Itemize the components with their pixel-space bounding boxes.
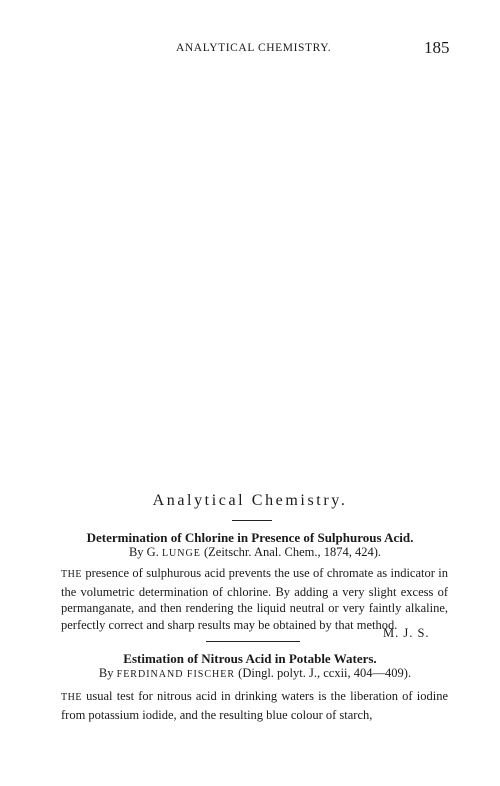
body-start: THE: [61, 692, 82, 703]
byline-prefix: By G.: [128, 545, 162, 559]
article-signature: M. J. S.: [383, 626, 430, 640]
article-byline: [0, 666, 500, 681]
body-start: THE: [61, 569, 82, 580]
byline-prefix: By: [98, 666, 117, 680]
author-name: LUNGE: [161, 548, 201, 559]
running-head: ANALYTICAL CHEMISTRY.: [176, 42, 332, 54]
article-body: [61, 565, 448, 633]
article-body: [61, 688, 448, 723]
article-divider: [206, 641, 300, 642]
section-title: Analytical Chemistry.: [152, 492, 348, 509]
section-divider: [232, 520, 272, 521]
author-name: FERDINAND FISCHER: [116, 669, 236, 680]
body-text: usual test for nitrous acid in drinking waters is the liberation of iodine from potassium iodide, and the resulting blue colour of starch,: [61, 689, 448, 722]
body-text: presence of sulphurous acid prevents the use of chromate as indicator in the volumetric determination of chlorine. By adding a very slight excess of permanganate, and then rendering the liquid neutral or very faintly alkaline, perfectly correct and sharp results may be obtained by that method.: [61, 566, 448, 632]
article-title: Estimation of Nitrous Acid in Potable Waters.: [123, 651, 377, 666]
page-number: 185: [424, 38, 450, 57]
article-byline: [0, 545, 500, 560]
byline-citation: (Zeitschr. Anal. Chem., 1874, 424).: [200, 545, 382, 559]
article-title: Determination of Chlorine in Presence of Sulphurous Acid.: [86, 530, 414, 545]
byline-citation: (Dingl. polyt. J., ccxii, 404—409).: [235, 666, 412, 680]
